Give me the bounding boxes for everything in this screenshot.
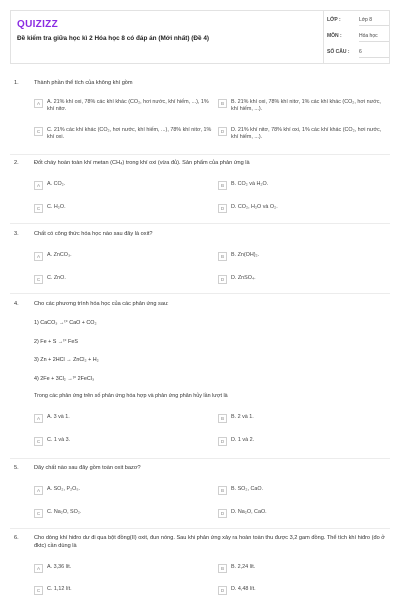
option-b[interactable]	[218, 486, 386, 504]
option-letter-box: D	[218, 586, 227, 595]
question-number: 4.	[14, 301, 19, 307]
option-text: B. 21% khí oxi, 78% khí nitơ, 1% các khí khác (CO₂, hơi nước, khí hiếm, ...).	[231, 99, 381, 113]
divider	[10, 154, 390, 155]
equation-4: 4) 2Fe + 3Cl₂ →ᵗ° 2FeCl₃	[34, 376, 95, 382]
question-number: 5.	[14, 465, 19, 471]
option-letter-box: A	[34, 181, 43, 190]
option-text: D. 4,48 lít.	[231, 586, 256, 592]
option-letter-box: D	[218, 509, 227, 518]
option-a[interactable]	[34, 564, 214, 582]
option-text: B. Zn(OH)₂.	[231, 252, 260, 258]
option-d[interactable]	[218, 586, 386, 604]
option-d[interactable]	[218, 437, 386, 455]
option-a[interactable]	[34, 414, 214, 432]
option-text: D. 21% khí nitơ, 78% khí oxi, 1% các khí khác (CO₂, hơi nước, khí hiếm, ...).	[231, 127, 382, 141]
option-b[interactable]	[218, 564, 386, 582]
option-c[interactable]	[34, 204, 214, 222]
option-letter-box: D	[218, 204, 227, 213]
option-text: A. SO₂, P₂O₅.	[47, 486, 81, 492]
option-b[interactable]	[218, 99, 386, 117]
option-text: D. 1 và 2.	[231, 437, 255, 443]
option-text: D. ZnSO₄.	[231, 275, 256, 281]
meta-row-subject	[324, 30, 391, 44]
meta-label: LỚP :	[327, 17, 341, 23]
option-letter-box: A	[34, 252, 43, 261]
option-a[interactable]	[34, 99, 214, 117]
option-text: B. CO₂ và H₂O.	[231, 181, 269, 187]
option-letter-box: B	[218, 252, 227, 261]
question-text: Cho các phương trình hóa học của các phản ứng sau:	[34, 301, 169, 307]
question-number: 2.	[14, 160, 19, 166]
meta-value: 6	[359, 49, 389, 58]
option-text: C. Na₂O, SO₂.	[47, 509, 82, 515]
option-letter-box: B	[218, 564, 227, 573]
option-text: B. 2,24 lít.	[231, 564, 256, 570]
meta-label: MÔN :	[327, 33, 342, 39]
option-a[interactable]	[34, 486, 214, 504]
option-text: C. H₂O.	[47, 204, 66, 210]
option-text: C. 1 và 3.	[47, 437, 71, 443]
meta-value: Hóa học	[359, 33, 389, 42]
option-c[interactable]	[34, 586, 214, 604]
option-letter-box: C	[34, 127, 43, 136]
question-number: 6.	[14, 535, 19, 541]
option-letter-box: A	[34, 414, 43, 423]
divider	[10, 458, 390, 459]
option-d[interactable]	[218, 127, 386, 145]
option-letter-box: B	[218, 486, 227, 495]
option-letter-box: D	[218, 127, 227, 136]
divider	[10, 293, 390, 294]
option-letter-box: B	[218, 99, 227, 108]
question-text: Đốt cháy hoàn toàn khí metan (CH₄) trong khí oxi (vừa đủ). Sản phẩm của phản ứng là	[34, 160, 250, 166]
quizizz-logo[interactable]: QUIZIZZ	[17, 19, 58, 30]
option-text: C. ZnO.	[47, 275, 66, 281]
equation-3: 3) Zn + 2HCl → ZnCl₂ + H₂	[34, 357, 99, 363]
option-b[interactable]	[218, 181, 386, 199]
option-letter-box: D	[218, 437, 227, 446]
option-b[interactable]	[218, 252, 386, 270]
option-text: A. CO₂.	[47, 181, 66, 187]
worksheet-header	[10, 10, 390, 64]
option-c[interactable]	[34, 509, 214, 527]
option-c[interactable]	[34, 127, 214, 145]
meta-row-count	[324, 46, 391, 60]
option-letter-box: A	[34, 99, 43, 108]
option-c[interactable]	[34, 275, 214, 293]
option-a[interactable]	[34, 181, 214, 199]
option-letter-box: D	[218, 275, 227, 284]
question-text: Dãy chất nào sau đây gồm toàn oxit bazơ?	[34, 465, 141, 471]
option-letter-box: C	[34, 586, 43, 595]
option-letter-box: C	[34, 437, 43, 446]
option-letter-box: B	[218, 414, 227, 423]
option-text: C. 1,12 lít.	[47, 586, 72, 592]
page-title: Đề kiểm tra giữa học kì 2 Hóa học 8 có đáp án (Mới nhất) (Đề 4)	[17, 35, 210, 42]
equation-1: 1) CaCO₃ →ᵗ° CaO + CO₂	[34, 320, 97, 326]
option-letter-box: C	[34, 509, 43, 518]
meta-box	[323, 11, 390, 63]
question-number: 3.	[14, 231, 19, 237]
equation-2: 2) Fe + S →ᵗ° FeS	[34, 339, 78, 345]
divider	[10, 528, 390, 529]
option-letter-box: A	[34, 564, 43, 573]
meta-label: SỐ CÂU :	[327, 49, 350, 55]
question-subtext: Trong các phản ứng trên số phản ứng hóa hợp và phản ứng phân hủy lần lượt là	[34, 393, 228, 399]
option-d[interactable]	[218, 509, 386, 527]
option-a[interactable]	[34, 252, 214, 270]
option-d[interactable]	[218, 275, 386, 293]
option-text: A. 3,36 lít.	[47, 564, 72, 570]
option-letter-box: C	[34, 204, 43, 213]
option-text: C. 21% các khí khác (CO₂, hơi nước, khí hiếm, ...), 78% khí nitơ, 1% khí oxi.	[47, 127, 212, 141]
question-text: Cho dòng khí hiđro dư đi qua bột đồng(II) oxit, đun nóng. Sau khi phản ứng xảy ra hoàn toàn thu được 3,2 gam đồng. Thể tích khí hiđro (đo ở đktc) cần dùng là	[34, 535, 385, 549]
option-letter-box: A	[34, 486, 43, 495]
option-letter-box: B	[218, 181, 227, 190]
divider	[10, 223, 390, 224]
option-d[interactable]	[218, 204, 386, 222]
option-text: A. 3 và 1.	[47, 414, 70, 420]
option-text: A. 21% khí oxi, 78% các khí khác (CO₂, hơi nước, khí hiếm, ...), 1% khí nitơ.	[47, 99, 209, 113]
question-text: Chất có công thức hóa học nào sau đây là oxit?	[34, 231, 153, 237]
question-number: 1.	[14, 80, 19, 86]
option-text: D. CO₂, H₂O và O₂.	[231, 204, 278, 210]
meta-row-class	[324, 14, 391, 28]
option-text: B. SO₂, CaO.	[231, 486, 264, 492]
option-c[interactable]	[34, 437, 214, 455]
question-text: Thành phần thể tích của không khí gồm	[34, 80, 133, 86]
option-letter-box: C	[34, 275, 43, 284]
option-text: D. Na₂O, CaO.	[231, 509, 267, 515]
option-text: A. ZnCO₃.	[47, 252, 72, 258]
meta-value: Lớp 8	[359, 17, 389, 26]
option-b[interactable]	[218, 414, 386, 432]
option-text: B. 2 và 1.	[231, 414, 254, 420]
